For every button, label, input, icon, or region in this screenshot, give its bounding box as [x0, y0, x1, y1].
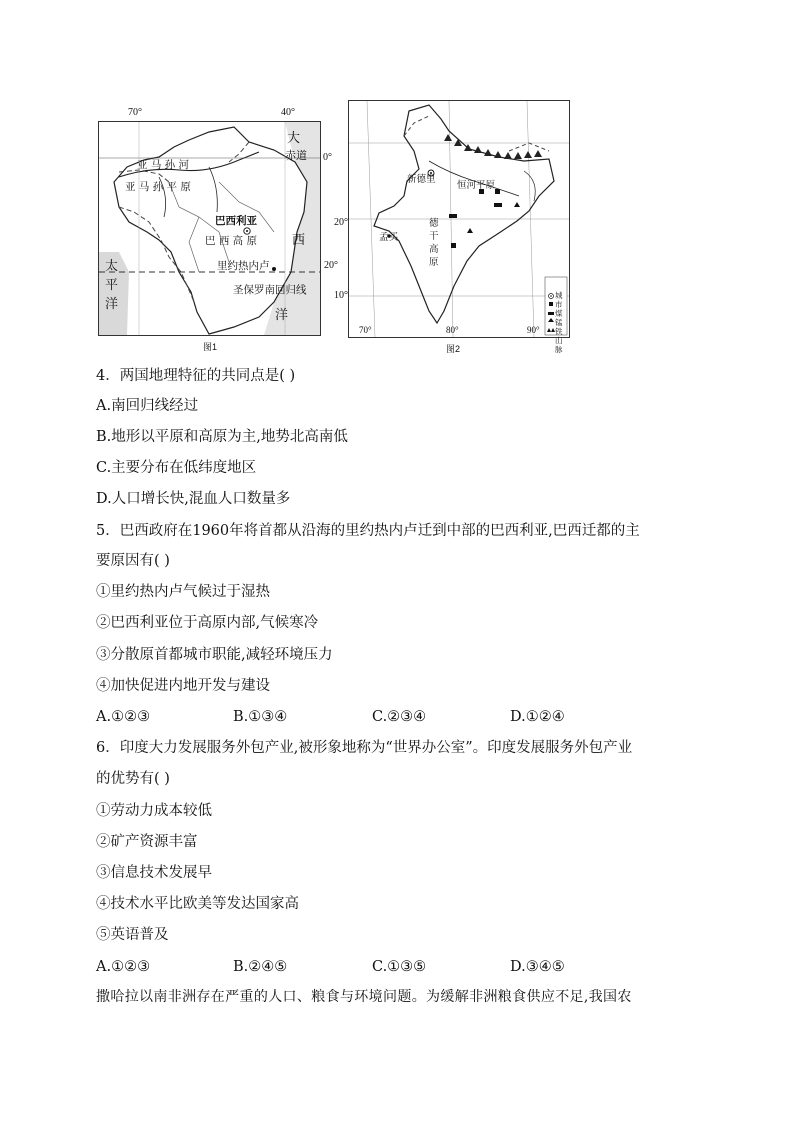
pacific-label-1: 太 — [105, 259, 119, 274]
map2-longitude-80: 80° — [446, 325, 459, 335]
q6-option-b: B.②④⑤ — [233, 959, 288, 975]
q4-option-d: D.人口增长快,混血人口数量多 — [96, 491, 291, 507]
q6-option-d: D.③④⑤ — [510, 959, 565, 975]
q4-option-b: B.地形以平原和高原为主,地势北高南低 — [96, 429, 348, 445]
q6-statement-5: ⑤英语普及 — [96, 927, 169, 943]
q6-statement-1: ①劳动力成本较低 — [96, 803, 212, 819]
map2-longitude-70: 70° — [359, 325, 372, 335]
map1-caption: 图1 — [203, 342, 218, 352]
q5-statement-2: ②巴西利亚位于高原内部,气候寒冷 — [96, 615, 319, 631]
q5-option-c: C.②③④ — [372, 709, 427, 725]
legend-city: 城市 — [555, 291, 563, 309]
legend-coal: 煤 — [555, 309, 563, 318]
atlantic-label-1: 大 — [287, 131, 301, 146]
mumbai-label: 孟买 — [379, 232, 399, 243]
q5-stem-line1: 5．巴西政府在1960年将首都从沿海的里约热内卢迁到中部的巴西利亚,巴西迁都的主 — [96, 523, 640, 539]
brazil-plateau-label: 巴 西 高 原 — [205, 235, 258, 247]
tropic-label: 圣保罗南回归线 — [233, 284, 307, 296]
q4-option-a: A.南回归线经过 — [96, 398, 199, 414]
amazon-plain-label: 亚 马 孙 平 原 — [125, 181, 191, 193]
q6-stem-line2: 的优势有( ) — [96, 771, 170, 787]
equator-label: 赤道 — [285, 149, 307, 162]
next-question-intro: 撒哈拉以南非洲存在严重的人口、粮食与环境问题。为缓解非洲粮食供应不足,我国农 — [96, 989, 632, 1005]
brasilia-label: 巴西利亚 — [215, 215, 257, 227]
map1-longitude-40: 40° — [281, 107, 295, 118]
map2-longitude-90: 90° — [527, 325, 540, 335]
q4-stem: 4．两国地理特征的共同点是( ) — [96, 368, 296, 384]
q4-option-c: C.主要分布在低纬度地区 — [96, 460, 257, 476]
q5-stem-line2: 要原因有( ) — [96, 553, 170, 569]
q6-option-a: A.①②③ — [96, 959, 151, 975]
map1-latitude-0: 0° — [323, 152, 332, 163]
q6-statement-3: ③信息技术发展早 — [96, 865, 212, 881]
india-map-drawing — [349, 101, 569, 337]
q6-statement-2: ②矿产资源丰富 — [96, 834, 198, 850]
rio-label: 里约热内卢 — [217, 260, 270, 272]
map1-latitude-20: 20° — [324, 260, 338, 271]
brazil-map — [98, 121, 321, 336]
pacific-label-3: 洋 — [105, 297, 119, 312]
map2-caption: 图2 — [446, 344, 461, 354]
atlantic-label-2: 西 — [292, 233, 306, 248]
deccan-label-2: 干 — [429, 231, 439, 242]
legend-manganese: 锰 — [555, 318, 563, 327]
deccan-label-1: 德 — [429, 218, 439, 229]
map1-longitude-70: 70° — [128, 107, 142, 118]
atlantic-label-3: 洋 — [275, 308, 289, 323]
q5-option-d: D.①②④ — [510, 709, 565, 725]
q6-statement-4: ④技术水平比欧美等发达国家高 — [96, 896, 299, 912]
amazon-river-label: 亚 马 孙 河 — [137, 159, 190, 171]
q5-statement-3: ③分散原首都城市职能,减轻环境压力 — [96, 647, 333, 663]
new-delhi-label: 新德里 — [407, 174, 436, 185]
ganges-plain-label: 恒河平原 — [457, 180, 496, 191]
q6-stem-line1: 6．印度大力发展服务外包产业,被形象地称为“世界办公室”。印度发展服务外包产业 — [96, 740, 633, 756]
legend-mountain: 山脉 — [555, 336, 563, 354]
q5-option-b: B.①③④ — [233, 709, 288, 725]
map2-legend — [555, 291, 569, 354]
map2-latitude-10: 10° — [334, 290, 348, 301]
q5-statement-4: ④加快促进内地开发与建设 — [96, 678, 270, 694]
pacific-label-2: 平 — [105, 278, 119, 293]
q5-statement-1: ①里约热内卢气候过于湿热 — [96, 584, 270, 600]
deccan-label-3: 高 — [429, 244, 439, 255]
legend-iron: 铁 — [555, 327, 563, 336]
map2-latitude-20: 20° — [334, 217, 348, 228]
q5-option-a: A.①②③ — [96, 709, 151, 725]
q6-option-c: C.①③⑤ — [372, 959, 427, 975]
deccan-label-4: 原 — [429, 257, 439, 268]
